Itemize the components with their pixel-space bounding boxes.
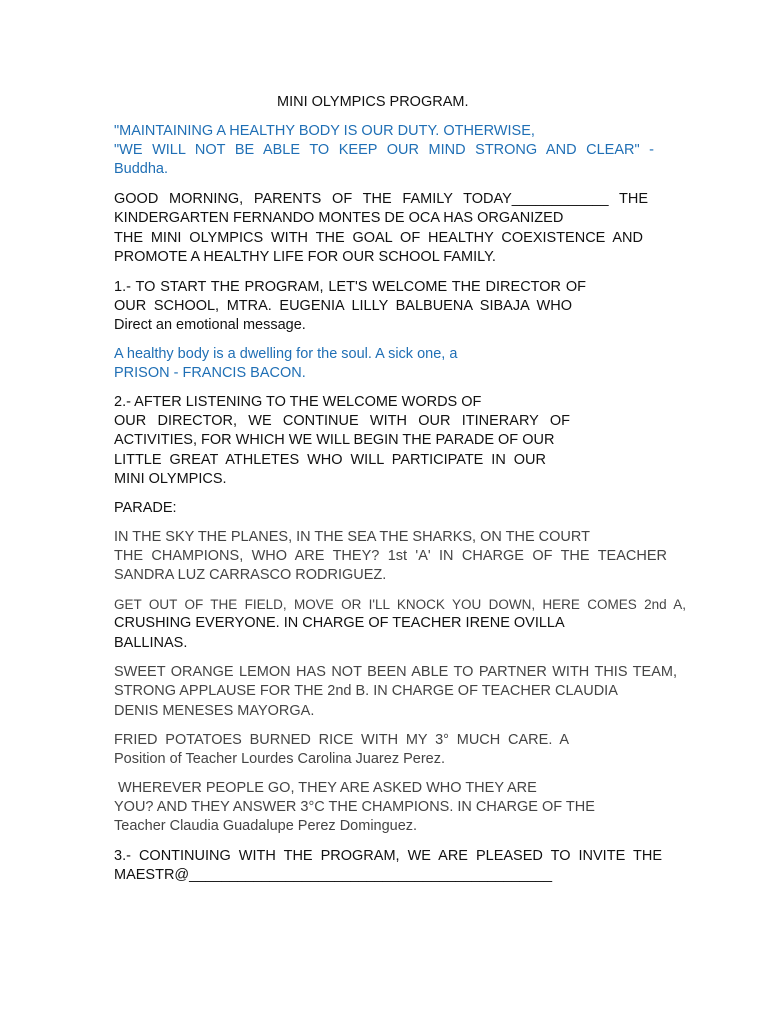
intro-line: KINDERGARTEN FERNANDO MONTES DE OCA HAS ORGANIZED — [114, 210, 564, 226]
quote-line: A healthy body is a dwelling for the soul. A sick one, a — [114, 346, 458, 362]
quote-attribution: PRISON - FRANCIS BACON. — [114, 365, 306, 381]
parade-label: PARADE: — [114, 500, 177, 516]
intro-line: GOOD MORNING, PARENTS OF THE FAMILY TODAY____________ THE — [114, 191, 648, 207]
parade-line: WHEREVER PEOPLE GO, THEY ARE ASKED WHO THEY ARE — [114, 780, 537, 796]
quote-attribution: Buddha. — [114, 161, 169, 177]
parade-line: DENIS MENESES MAYORGA. — [114, 703, 315, 719]
parade-line: BALLINAS. — [114, 635, 188, 651]
parade-line: Position of Teacher Lourdes Carolina Juarez Perez. — [114, 751, 446, 767]
step2-line: ACTIVITIES, FOR WHICH WE WILL BEGIN THE PARADE OF OUR — [114, 432, 555, 448]
parade-line: YOU? AND THEY ANSWER 3°C THE CHAMPIONS. IN CHARGE OF THE — [114, 799, 595, 815]
parade-line: IN THE SKY THE PLANES, IN THE SEA THE SHARKS, ON THE COURT — [114, 529, 590, 545]
step3-line: 3.- CONTINUING WITH THE PROGRAM, WE ARE PLEASED TO INVITE THE — [114, 848, 662, 864]
parade-line: Teacher Claudia Guadalupe Perez Dominguez. — [114, 818, 418, 834]
parade-line: CRUSHING EVERYONE. IN CHARGE OF TEACHER IRENE OVILLA — [114, 615, 565, 631]
step2-line: 2.- AFTER LISTENING TO THE WELCOME WORDS OF — [114, 394, 482, 410]
quote-line: "MAINTAINING A HEALTHY BODY IS OUR DUTY. OTHERWISE, — [114, 123, 535, 139]
parade-line: STRONG APPLAUSE FOR THE 2nd B. IN CHARGE OF TEACHER CLAUDIA — [114, 683, 618, 699]
step1-line: OUR SCHOOL, MTRA. EUGENIA LILLY BALBUENA SIBAJA WHO — [114, 298, 572, 314]
parade-line: FRIED POTATOES BURNED RICE WITH MY 3° MUCH CARE. A — [114, 732, 569, 748]
parade-line: SANDRA LUZ CARRASCO RODRIGUEZ. — [114, 567, 387, 583]
parade-line: SWEET ORANGE LEMON HAS NOT BEEN ABLE TO PARTNER WITH THIS TEAM, — [114, 664, 677, 680]
intro-line: THE MINI OLYMPICS WITH THE GOAL OF HEALTHY COEXISTENCE AND — [114, 230, 643, 246]
quote-line: "WE WILL NOT BE ABLE TO KEEP OUR MIND STRONG AND CLEAR" - — [114, 142, 654, 158]
step2-line: LITTLE GREAT ATHLETES WHO WILL PARTICIPATE IN OUR — [114, 452, 546, 468]
step1-line: Direct an emotional message. — [114, 317, 306, 333]
step2-line: MINI OLYMPICS. — [114, 471, 227, 487]
step3-line: MAESTR@_____________________________________________ — [114, 867, 553, 883]
page-title: MINI OLYMPICS PROGRAM. — [277, 94, 469, 110]
parade-line: THE CHAMPIONS, WHO ARE THEY? 1st 'A' IN CHARGE OF THE TEACHER — [114, 548, 667, 564]
parade-line: GET OUT OF THE FIELD, MOVE OR I'LL KNOCK YOU DOWN, HERE COMES 2nd A, — [114, 597, 686, 612]
intro-line: PROMOTE A HEALTHY LIFE FOR OUR SCHOOL FAMILY. — [114, 249, 496, 265]
step1-line: 1.- TO START THE PROGRAM, LET'S WELCOME THE DIRECTOR OF — [114, 279, 586, 295]
step2-line: OUR DIRECTOR, WE CONTINUE WITH OUR ITINERARY OF — [114, 413, 570, 429]
